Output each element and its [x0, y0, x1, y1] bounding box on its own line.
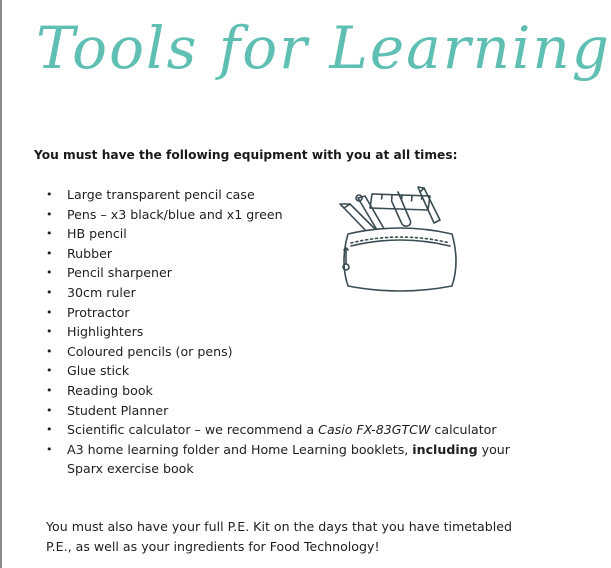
- folder-suffix: your Sparx exercise book: [67, 441, 510, 477]
- list-item: • Pens – x3 black/blue and x1 green: [46, 205, 526, 225]
- calculator-suffix: calculator: [430, 422, 497, 438]
- list-item-folder: [46, 440, 526, 479]
- pencil-case-icon: [338, 186, 462, 294]
- calculator-text: Scientific calculator – we recommend a: [67, 422, 319, 438]
- list-item: • Coloured pencils (or pens): [46, 342, 526, 362]
- list-item: • Protractor: [46, 303, 526, 323]
- folder-emphasis: including: [412, 441, 478, 457]
- list-item: • Pencil sharpener: [46, 263, 526, 283]
- list-item: • Large transparent pencil case: [46, 185, 526, 205]
- calculator-brand: Casio FX-83GTCW: [318, 422, 431, 438]
- page-title: Tools for Learning: [36, 14, 611, 82]
- list-item: • Rubber: [46, 244, 526, 264]
- folder-text: A3 home learning folder and Home Learning booklets,: [67, 441, 413, 457]
- list-item-calculator: [46, 420, 526, 440]
- list-item: • HB pencil: [46, 224, 526, 244]
- page-edge-divider: [0, 0, 2, 568]
- equipment-heading: You must have the following equipment with you at all times:: [34, 148, 458, 162]
- list-item: • Reading book: [46, 381, 526, 401]
- list-item: • Glue stick: [46, 361, 526, 381]
- list-item: • Highlighters: [46, 322, 526, 342]
- list-item: • 30cm ruler: [46, 283, 526, 303]
- pe-kit-note: You must also have your full P.E. Kit on the days that you have timetabled P.E., as well as your ingredients for Food Technology!: [46, 519, 512, 554]
- list-item: • Student Planner: [46, 401, 526, 421]
